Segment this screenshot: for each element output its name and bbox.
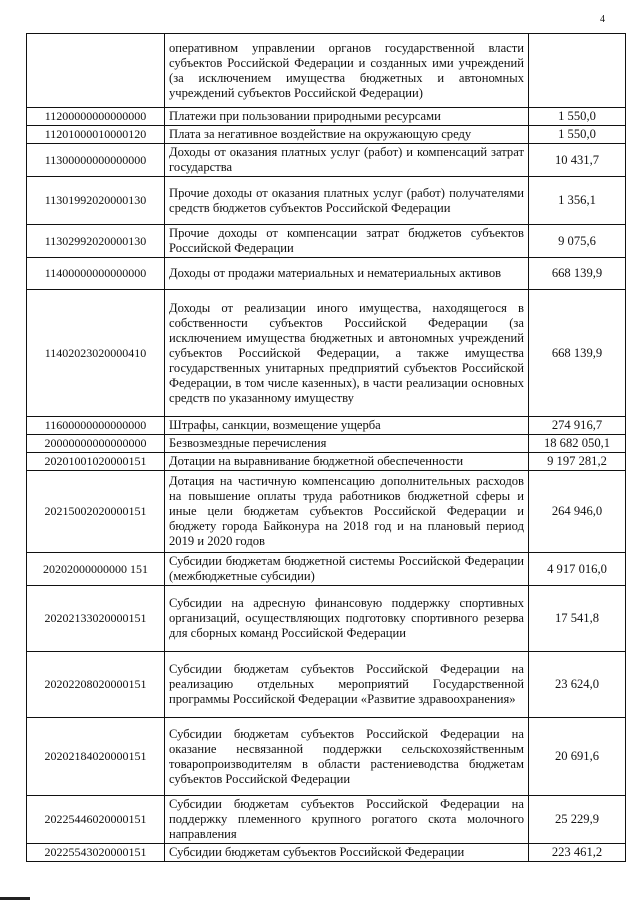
budget-code-cell: 20202000000000 151 [27, 553, 165, 586]
amount-cell: 223 461,2 [529, 844, 626, 862]
amount-cell: 18 682 050,1 [529, 435, 626, 453]
table-row [27, 553, 626, 586]
amount-cell: 1 550,0 [529, 108, 626, 126]
table-row [27, 258, 626, 290]
budget-code-cell: 11400000000000000 [27, 258, 165, 290]
budget-code-cell: 11201000010000120 [27, 126, 165, 144]
revenue-name-cell: Плата за негативное воздействие на окружающую среду [165, 126, 529, 144]
budget-code-cell: 20225446020000151 [27, 796, 165, 844]
budget-code-cell: 20000000000000000 [27, 435, 165, 453]
revenue-name-cell: Субсидии бюджетам субъектов Российской Федерации на оказание несвязанной поддержки сельскохозяйственным товаропроизводителям в области растениеводства бюджетам субъектов Российской Федерации [165, 718, 529, 796]
revenue-name-cell: Доходы от продажи материальных и нематериальных активов [165, 258, 529, 290]
table-row [27, 796, 626, 844]
table-row [27, 652, 626, 718]
revenue-name-cell: Доходы от реализации иного имущества, находящегося в собственности субъектов Российской Федерации (за исключением имущества бюджетных и автономных учреждений субъектов Российской Федерации, а также имущества государственных унитарных предприятий субъектов Российской Федерации, в том числе казенных), в части реализации основных средств по указанному имуществу [165, 290, 529, 417]
revenue-name-cell: Платежи при пользовании природными ресурсами [165, 108, 529, 126]
table-row [27, 225, 626, 258]
budget-code-cell: 20201001020000151 [27, 453, 165, 471]
table-row [27, 290, 626, 417]
revenue-name-cell: Субсидии на адресную финансовую поддержку спортивных организаций, осуществляющих подготовку спортивного резерва для сборных команд Российской Федерации [165, 586, 529, 652]
budget-code-cell [27, 34, 165, 108]
scan-edge-mark [0, 897, 30, 900]
budget-code-cell: 20215002020000151 [27, 471, 165, 553]
amount-cell: 20 691,6 [529, 718, 626, 796]
amount-cell: 9 075,6 [529, 225, 626, 258]
table-row [27, 586, 626, 652]
budget-code-cell: 20202184020000151 [27, 718, 165, 796]
table-row [27, 718, 626, 796]
budget-code-cell: 20225543020000151 [27, 844, 165, 862]
amount-cell: 4 917 016,0 [529, 553, 626, 586]
amount-cell: 668 139,9 [529, 290, 626, 417]
budget-code-cell: 11402023020000410 [27, 290, 165, 417]
budget-code-cell: 11302992020000130 [27, 225, 165, 258]
table-row [27, 108, 626, 126]
revenue-name-cell: Дотация на частичную компенсацию дополнительных расходов на повышение оплаты труда работников бюджетной сферы и иные цели бюджетам субъектов Российской Федерации и бюджету города Байконура на 2018 год и на плановый период 2019 и 2020 годов [165, 471, 529, 553]
amount-cell: 274 916,7 [529, 417, 626, 435]
revenue-name-cell: Субсидии бюджетам субъектов Российской Федерации на поддержку племенного крупного рогатого скота молочного направления [165, 796, 529, 844]
revenue-name-cell: Штрафы, санкции, возмещение ущерба [165, 417, 529, 435]
table-row [27, 417, 626, 435]
amount-cell: 17 541,8 [529, 586, 626, 652]
amount-cell: 25 229,9 [529, 796, 626, 844]
table-row [27, 435, 626, 453]
revenue-name-cell: Доходы от оказания платных услуг (работ) и компенсаций затрат государства [165, 144, 529, 177]
table-row [27, 177, 626, 225]
table-row [27, 844, 626, 862]
amount-cell: 1 550,0 [529, 126, 626, 144]
amount-cell: 23 624,0 [529, 652, 626, 718]
amount-cell: 668 139,9 [529, 258, 626, 290]
amount-cell: 264 946,0 [529, 471, 626, 553]
revenue-name-cell: Субсидии бюджетам субъектов Российской Федерации на реализацию отдельных мероприятий Государственной программы Российской Федерации «Развитие здравоохранения» [165, 652, 529, 718]
budget-revenue-table [26, 33, 626, 862]
budget-code-cell: 11200000000000000 [27, 108, 165, 126]
table-row [27, 34, 626, 108]
revenue-name-cell: Безвозмездные перечисления [165, 435, 529, 453]
table-row [27, 144, 626, 177]
table-row [27, 126, 626, 144]
amount-cell: 10 431,7 [529, 144, 626, 177]
budget-code-cell: 11301992020000130 [27, 177, 165, 225]
page-number: 4 [600, 14, 605, 25]
revenue-name-cell: Субсидии бюджетам бюджетной системы Российской Федерации (межбюджетные субсидии) [165, 553, 529, 586]
amount-cell: 9 197 281,2 [529, 453, 626, 471]
budget-code-cell: 20202133020000151 [27, 586, 165, 652]
budget-code-cell: 11300000000000000 [27, 144, 165, 177]
revenue-name-cell: Прочие доходы от компенсации затрат бюджетов субъектов Российской Федерации [165, 225, 529, 258]
budget-code-cell: 11600000000000000 [27, 417, 165, 435]
revenue-name-cell: оперативном управлении органов государственной власти субъектов Российской Федерации и созданных ими учреждений (за исключением имущества бюджетных и автономных учреждений субъектов Российской Федерации) [165, 34, 529, 108]
table-row [27, 471, 626, 553]
revenue-name-cell: Дотации на выравнивание бюджетной обеспеченности [165, 453, 529, 471]
revenue-name-cell: Прочие доходы от оказания платных услуг (работ) получателями средств бюджетов субъектов Российской Федерации [165, 177, 529, 225]
amount-cell [529, 34, 626, 108]
amount-cell: 1 356,1 [529, 177, 626, 225]
budget-code-cell: 20202208020000151 [27, 652, 165, 718]
revenue-name-cell: Субсидии бюджетам субъектов Российской Федерации [165, 844, 529, 862]
table-row [27, 453, 626, 471]
